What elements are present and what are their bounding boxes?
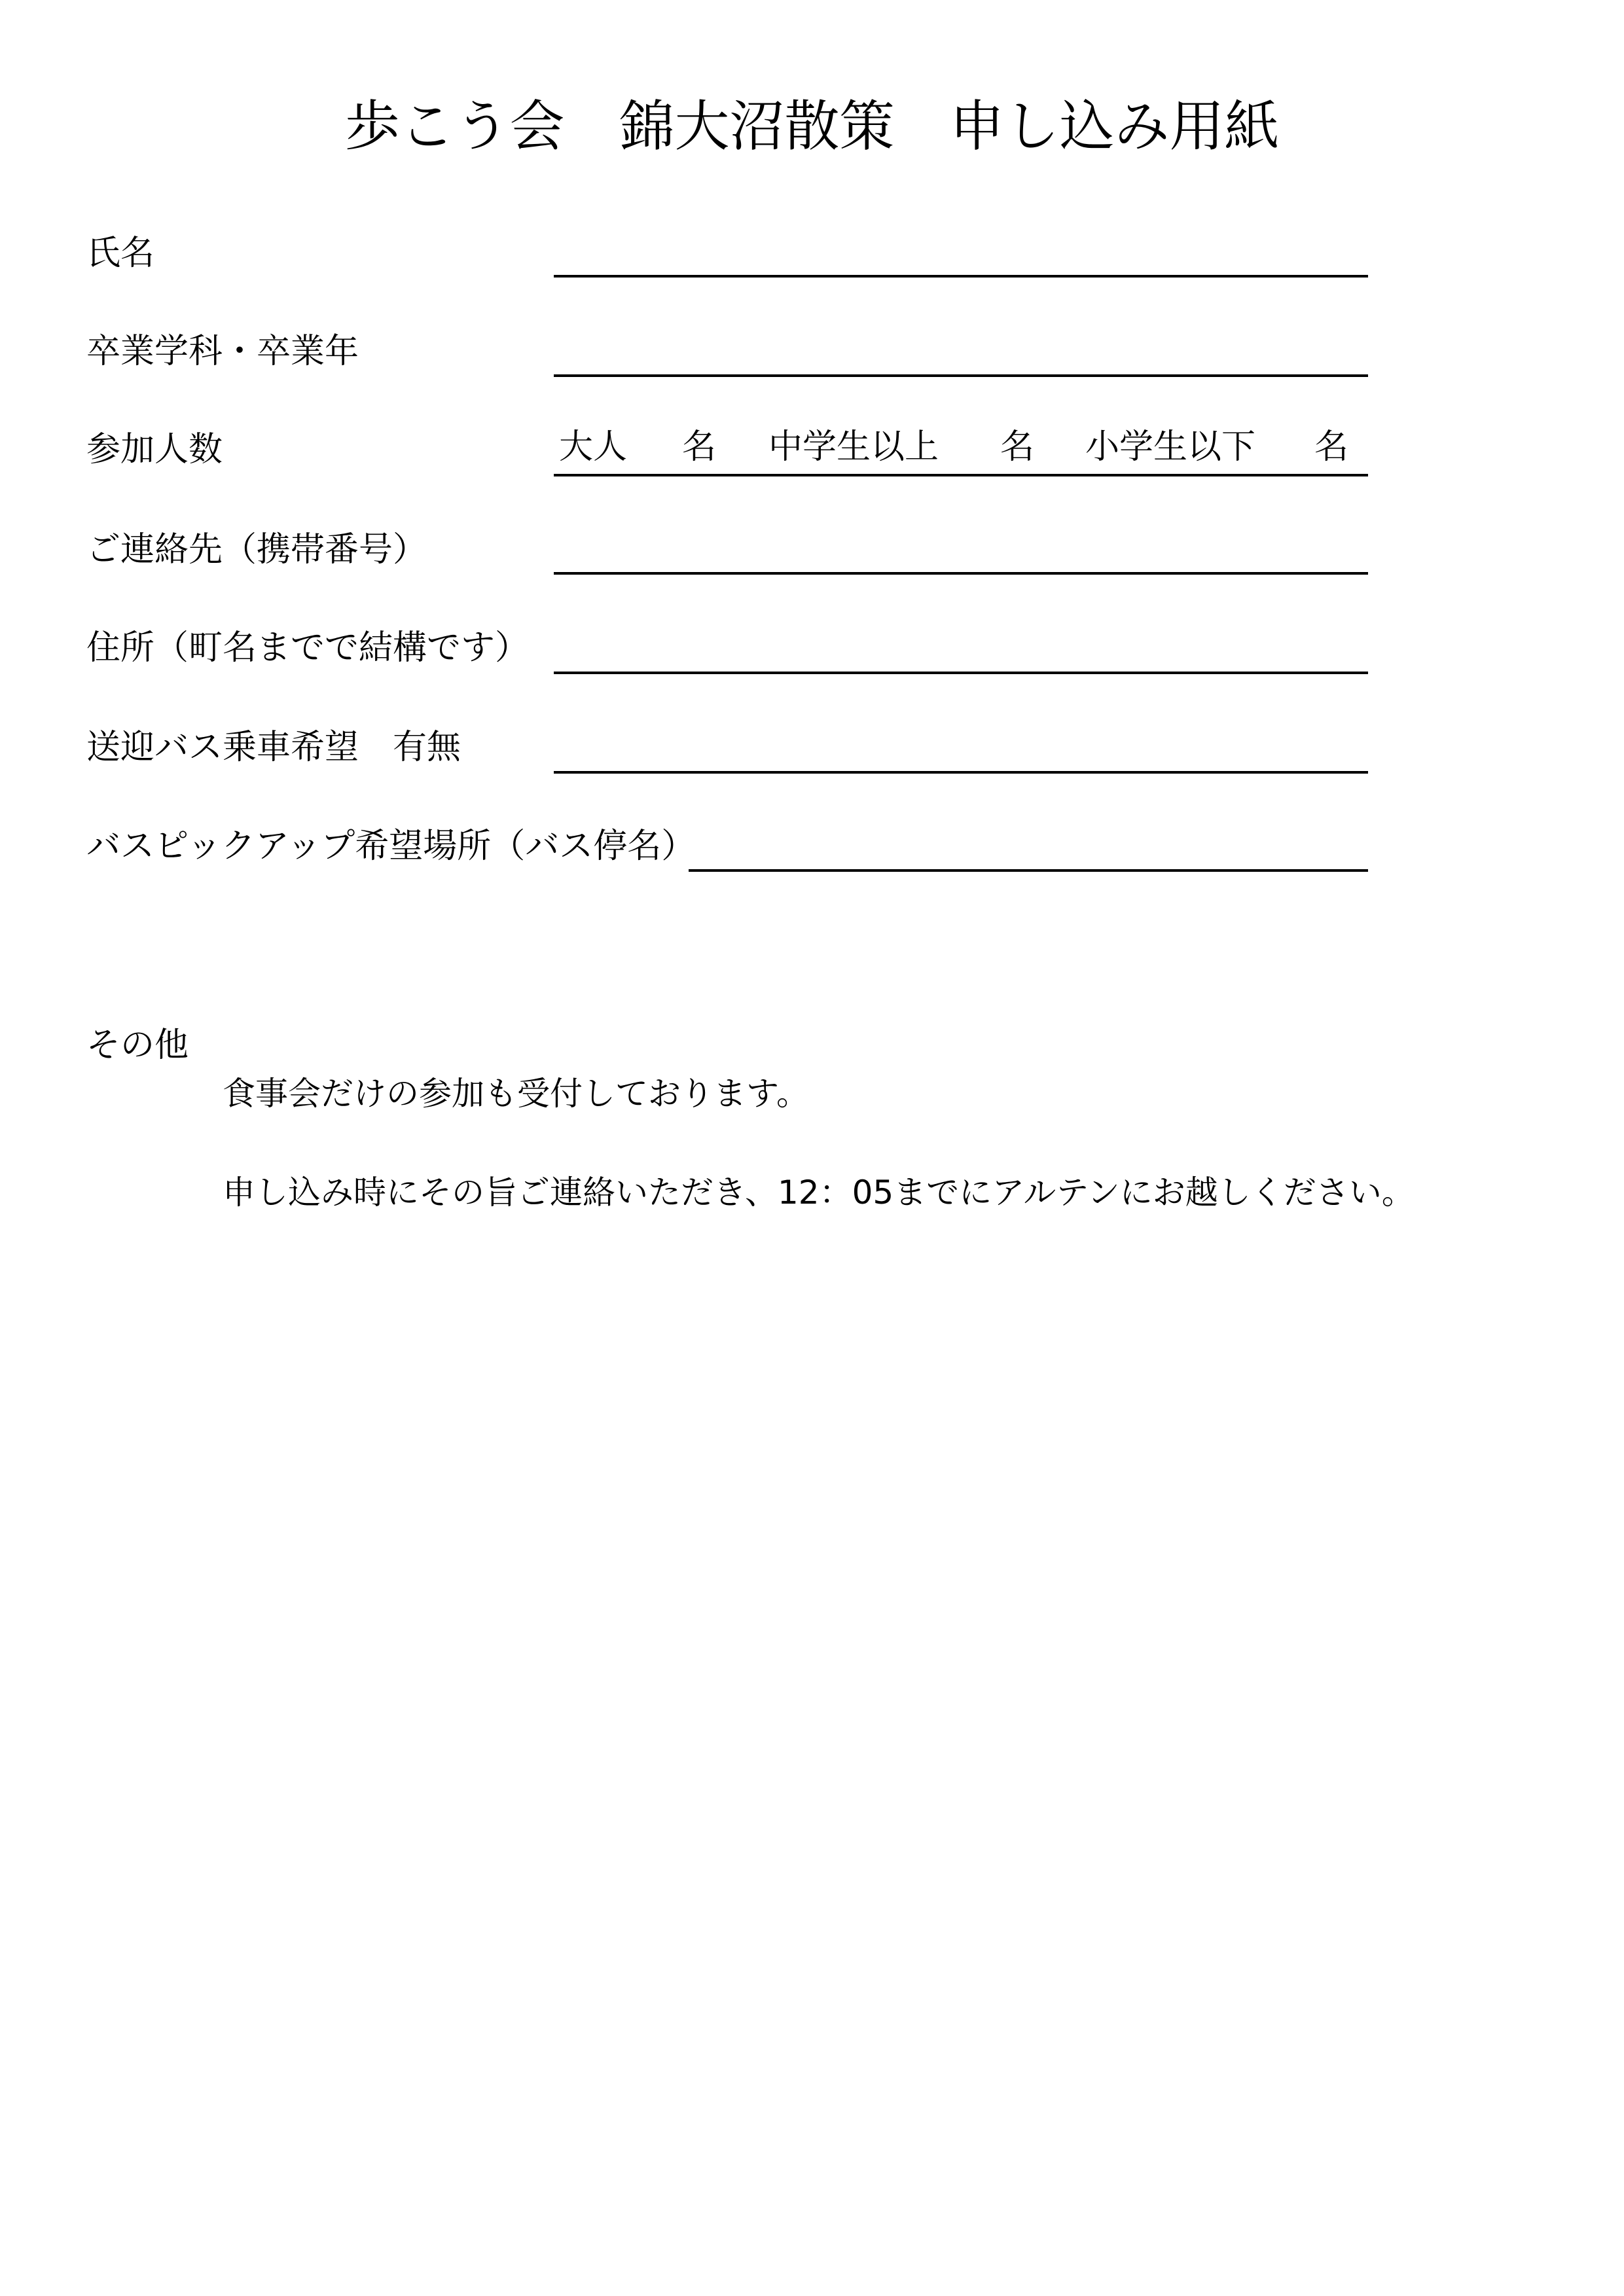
pickup-location-label: バスピックアップ希望場所（バス停名）	[86, 827, 696, 866]
participants-underline	[554, 474, 1368, 476]
phone-field[interactable]	[554, 572, 1368, 575]
page-title: 歩こう会 錦大沼散策 申し込み用紙	[344, 94, 1280, 158]
phone-label: ご連絡先（携帯番号）	[86, 530, 427, 569]
other-heading: その他	[86, 1026, 189, 1065]
name-field[interactable]	[554, 275, 1368, 278]
address-field[interactable]	[554, 672, 1368, 674]
junior-high-up-unit: 名	[1000, 427, 1035, 467]
department-field[interactable]	[554, 374, 1368, 377]
bus-request-label: 送迎バス乗車希望 有無	[86, 728, 461, 767]
participants-label: 参加人数	[86, 430, 223, 469]
elementary-down-unit: 名	[1314, 427, 1349, 467]
elementary-down-label: 小学生以下	[1085, 427, 1256, 467]
other-note-2: 申し込み時にその旨ご連絡いただき、12：05までにアルテンにお越しください。	[223, 1174, 1415, 1211]
other-note-1: 食事会だけの参加も受付しております。	[223, 1075, 809, 1113]
pickup-location-field[interactable]	[689, 869, 1368, 872]
junior-high-up-label: 中学生以上	[768, 427, 939, 467]
address-label: 住所（町名までで結構です）	[86, 628, 530, 668]
bus-request-field[interactable]	[554, 771, 1368, 774]
name-label: 氏名	[86, 234, 155, 273]
department-label: 卒業学科・卒業年	[86, 332, 359, 371]
adult-unit: 名	[682, 427, 717, 467]
participants-field[interactable]	[554, 424, 1368, 474]
adult-label: 大人	[559, 427, 628, 467]
